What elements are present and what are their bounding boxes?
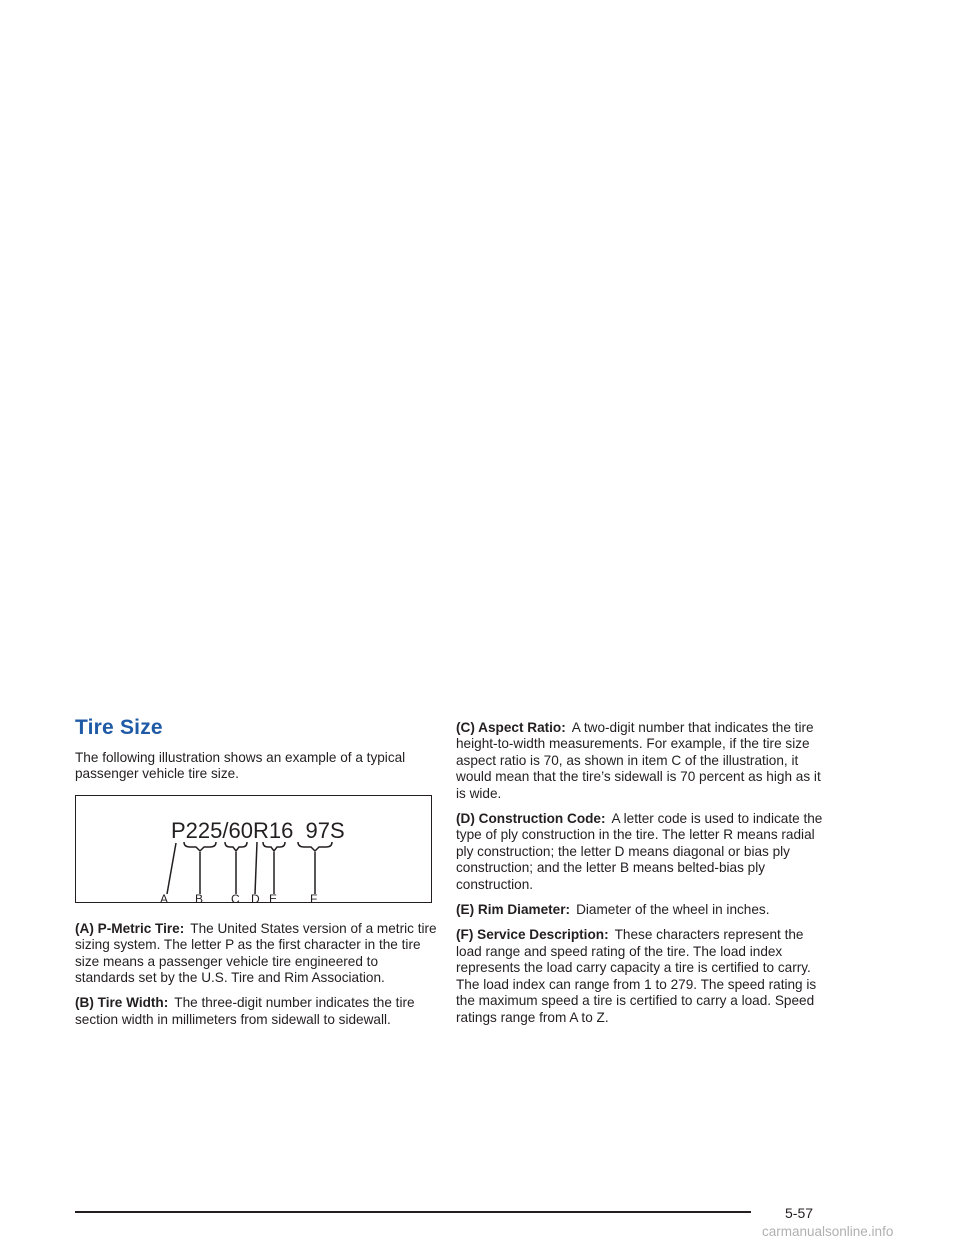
left-column — [75, 750, 440, 1037]
definition-e — [456, 902, 828, 918]
brace-c — [225, 842, 247, 851]
definition-text: A two-digit number that indicates the tire height-to-width measurements. For example, if the tire size aspect ratio is 70, as shown in item C of the illustration, it would mean that the tire’s sidewall is 70 percent as high as it is wide. — [456, 720, 821, 801]
intro-paragraph: The following illustration shows an example of a typical passenger vehicle tire size. — [75, 750, 406, 782]
definition-text: Diameter of the wheel in inches. — [576, 902, 770, 918]
leader-d — [255, 842, 257, 894]
callout-a: A — [160, 891, 169, 902]
callout-c: C — [231, 891, 240, 902]
callout-f: F — [310, 891, 318, 902]
definition-term: (A) P-Metric Tire: — [75, 920, 185, 936]
definition-text: The United States version of a metric tire sizing system. The letter P as the first character in the tire size means a passenger vehicle tire engineered to standards set by the U.S. Tire and Rim Association. — [75, 920, 437, 986]
definition-term: (F) Service Description: — [456, 927, 609, 943]
definition-a — [75, 921, 440, 987]
callout-b: B — [195, 891, 204, 902]
watermark: carmanualsonline.info — [762, 1224, 894, 1239]
tire-size-diagram — [76, 796, 431, 902]
definition-term: (C) Aspect Ratio: — [456, 720, 566, 735]
leader-a — [167, 843, 176, 894]
brace-f — [298, 842, 332, 851]
brace-b — [184, 842, 216, 851]
brace-e — [263, 842, 285, 851]
tire-size-illustration — [75, 795, 432, 903]
definition-b — [75, 995, 440, 1028]
callout-d: D — [251, 891, 260, 902]
definition-text: The three-digit number indicates the tire section width in millimeters from sidewall to sidewall. — [75, 995, 415, 1027]
tire-code-text: P225/60R16 97S — [171, 817, 345, 843]
definition-term: (D) Construction Code: — [456, 811, 606, 827]
definition-d — [456, 811, 828, 893]
definition-c — [456, 720, 828, 802]
page-number: 5-57 — [785, 1205, 814, 1221]
callout-e: E — [269, 891, 278, 902]
footer-rule — [75, 1211, 751, 1213]
definition-f — [456, 927, 828, 1025]
section-title: Tire Size — [75, 716, 163, 739]
right-column — [456, 720, 828, 1035]
definition-term: (B) Tire Width: — [75, 995, 169, 1011]
definition-term: (E) Rim Diameter: — [456, 902, 571, 918]
definition-text: A letter code is used to indicate the type of ply construction in the tire. The letter R means radial ply construction; the letter D means diagonal or bias ply construction; and the letter B means belted-bias ply construction. — [456, 811, 823, 892]
definition-text: These characters represent the load range and speed rating of the tire. The load index represents the load carry capacity a tire is certified to carry. The load index can range from 1 to 279. The speed rating is the maximum speed a tire is certified to carry a load. Speed ratings range from A to Z. — [456, 927, 817, 1025]
